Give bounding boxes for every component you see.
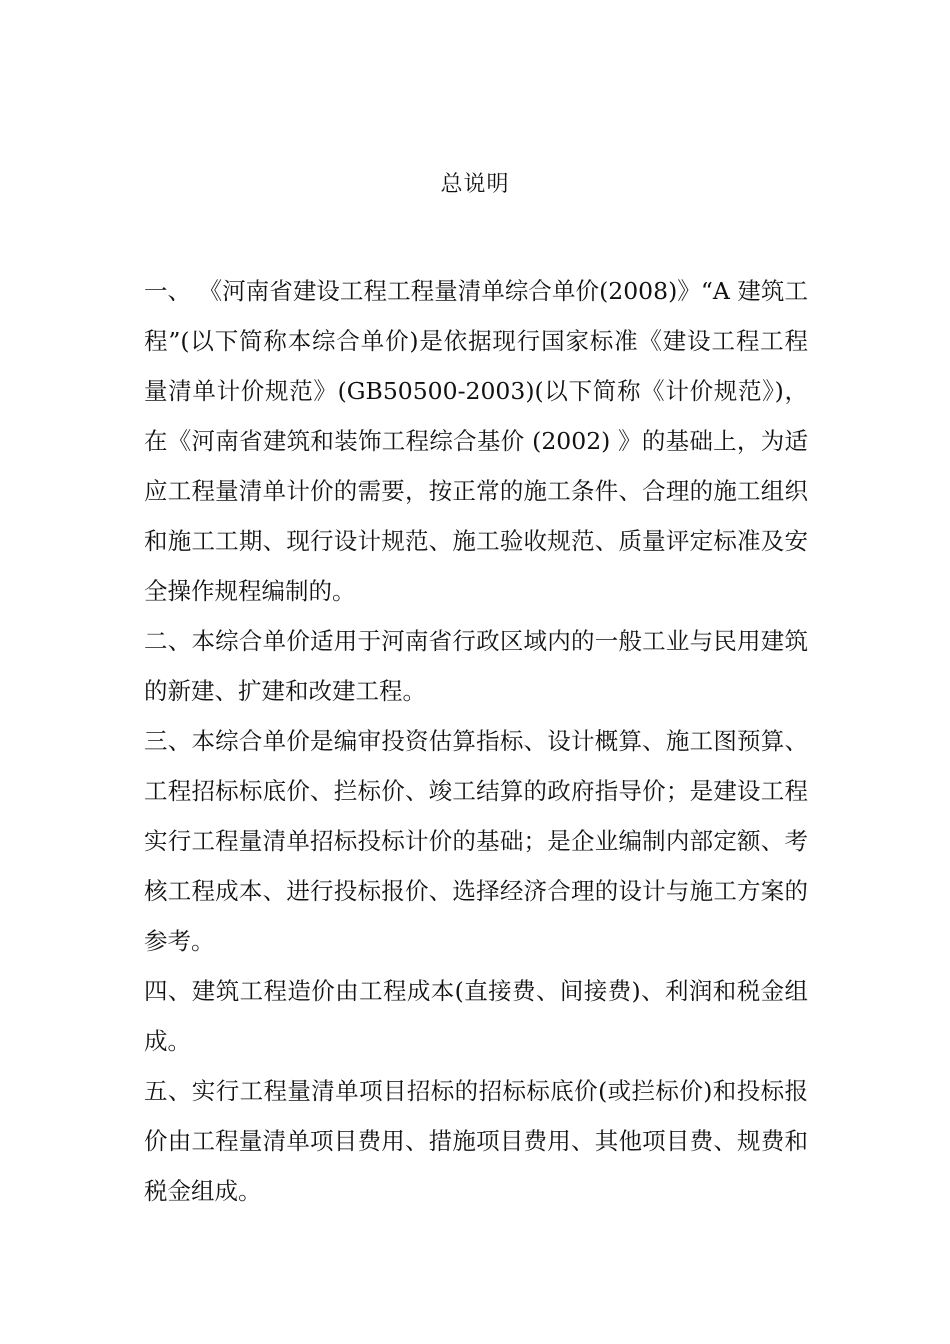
- document-title: 总说明: [440, 172, 510, 197]
- paragraph-3: 三、本综合单价是编审投资估算指标、设计概算、施工图预算、工程招标标底价、拦标价、竣工结算的政府指导价；是建设工程实行工程量清单招标投标计价的基础；是企业编制内部定额、考核工程成本、进行投标报价、选择经济合理的设计与施工方案的参考。: [144, 727, 808, 955]
- paragraph-2: 二、本综合单价适用于河南省行政区域内的一般工业与民用建筑的新建、扩建和改建工程。: [144, 627, 808, 705]
- paragraph-4: 四、建筑工程造价由工程成本(直接费、间接费)、利润和税金组成。: [144, 977, 808, 1055]
- paragraph-5: 五、实行工程量清单项目招标的招标标底价(或拦标价)和投标报价由工程量清单项目费用、措施项目费用、其他项目费、规费和税金组成。: [144, 1077, 808, 1205]
- paragraph-1: 一、 《河南省建设工程工程量清单综合单价(2008)》“A 建筑工程”(以下简称本综合单价)是依据现行国家标准《建设工程工程量清单计价规范》(GB50500-2003)(以下简称《计价规范》)，在《河南省建筑和装饰工程综合基价 (2002) 》的基础上，为适应工程量清单计价的需要，按正常的施工条件、合理的施工组织和施工工期、现行设计规范、施工验收规范、质量评定标准及安全操作规程编制的。: [144, 277, 808, 605]
- document-body: [144, 266, 808, 1216]
